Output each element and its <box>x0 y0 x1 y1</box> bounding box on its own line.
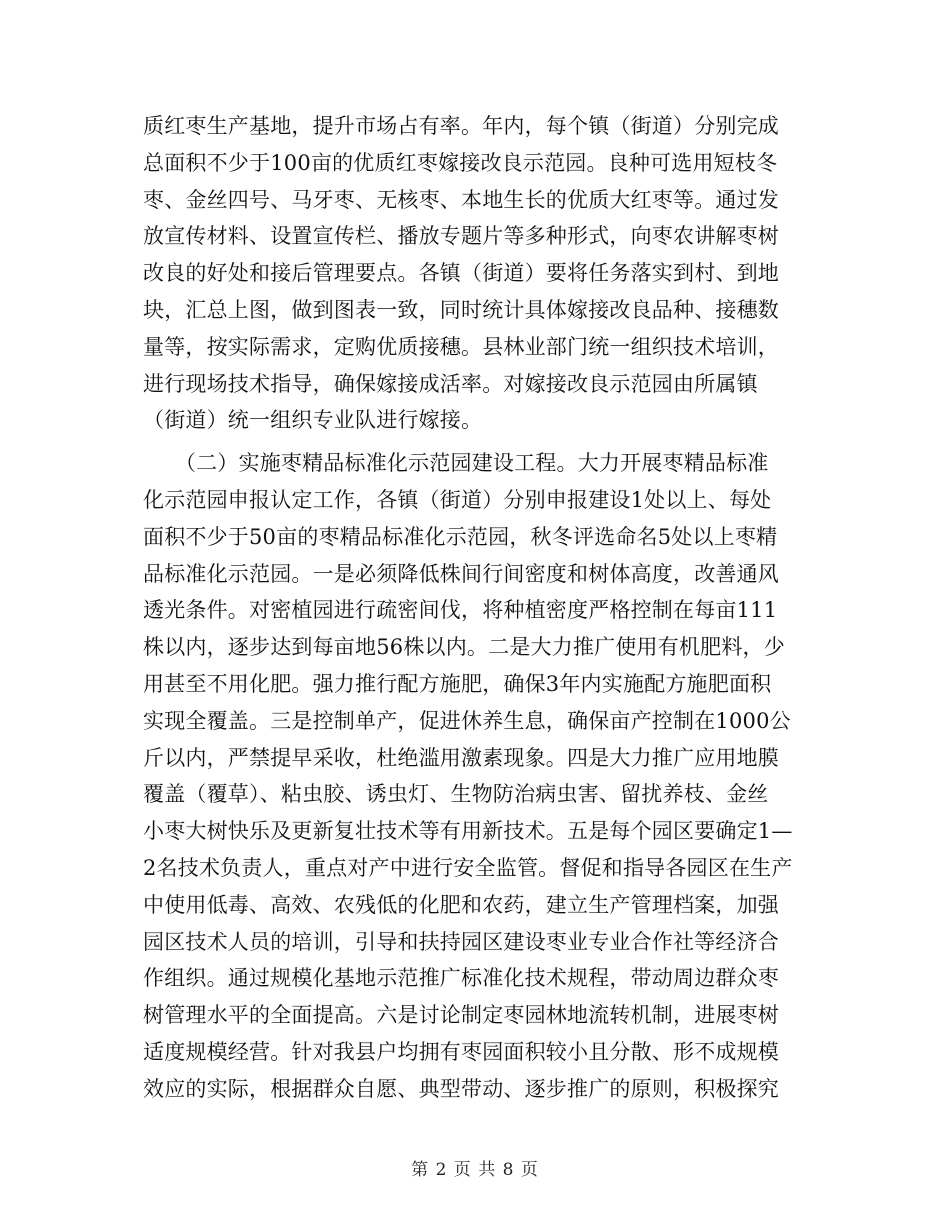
text-line: 品标准化示范园。一是必须降低株间行间密度和树体高度，改善通风 <box>143 561 779 586</box>
text-line: （街道）统一组织专业队进行嫁接。 <box>143 408 483 433</box>
text-line: 作组织。通过规模化基地示范推广标准化技术规程，带动周边群众枣 <box>143 966 779 991</box>
paragraph-1 <box>143 108 803 439</box>
text-line: 株以内，逐步达到每亩地56株以内。二是大力推广使用有机肥料，少 <box>143 635 785 660</box>
text-line: 透光条件。对密植园进行疏密间伐，将种植密度严格控制在每亩111 <box>143 598 778 623</box>
text-line: 总面积不少于100亩的优质红枣嫁接改良示范园。良种可选用短枝冬 <box>143 150 778 175</box>
text-line: （二）实施枣精品标准化示范园建设工程。大力开展枣精品标准 <box>143 451 769 476</box>
text-line: 树管理水平的全面提高。六是讨论制定枣园林地流转机制，进展枣树 <box>143 1003 779 1028</box>
text-line: 小枣大树快乐及更新复壮技术等有用新技术。五是每个园区要确定1— <box>143 819 793 844</box>
text-line: 放宣传材料、设置宣传栏、播放专题片等多种形式，向枣农讲解枣树 <box>143 224 779 249</box>
text-line: 面积不少于50亩的枣精品标准化示范园，秋冬评选命名5处以上枣精 <box>143 524 778 549</box>
page-number: 第 2 页 共 8 页 <box>411 1160 539 1180</box>
text-line: 化示范园申报认定工作，各镇（街道）分别申报建设1处以上、每处 <box>143 487 772 512</box>
text-line: 质红枣生产基地，提升市场占有率。年内，每个镇（街道）分别完成 <box>143 114 779 138</box>
text-line: 效应的实际，根据群众自愿、典型带动、逐步推广的原则，积极探究 <box>143 1076 779 1101</box>
text-line: 适度规模经营。针对我县户均拥有枣园面积较小且分散、形不成规模 <box>143 1039 779 1064</box>
text-line: 块，汇总上图，做到图表一致，同时统计具体嫁接改良品种、接穗数 <box>143 297 779 322</box>
text-line: 2名技术负责人，重点对产中进行安全监管。督促和指导各园区在生产 <box>143 855 793 880</box>
text-line: 园区技术人员的培训，引导和扶持园区建设枣业专业合作社等经济合 <box>143 929 779 954</box>
text-line: 斤以内，严禁提早采收，杜绝滥用激素现象。四是大力推广应用地膜 <box>143 745 779 770</box>
text-line: 进行现场技术指导，确保嫁接成活率。对嫁接改良示范园由所属镇 <box>143 371 758 396</box>
text-line: 枣、金丝四号、马牙枣、无核枣、本地生长的优质大红枣等。通过发 <box>143 187 779 212</box>
text-line: 用甚至不用化肥。强力推行配方施肥，确保3年内实施配方施肥面积 <box>143 671 772 696</box>
paragraph-2 <box>143 445 803 1107</box>
text-line: 改良的好处和接后管理要点。各镇（街道）要将任务落实到村、到地 <box>143 261 779 286</box>
text-line: 覆盖（覆草）、粘虫胶、诱虫灯、生物防治病虫害、留扰养枝、金丝 <box>143 782 769 807</box>
text-line: 中使用低毒、高效、农残低的化肥和农药，建立生产管理档案，加强 <box>143 892 779 917</box>
document-body <box>143 108 803 1108</box>
page-footer <box>0 1155 950 1180</box>
text-line: 实现全覆盖。三是控制单产，促进休养生息，确保亩产控制在1000公 <box>143 708 791 733</box>
text-line: 量等，按实际需求，定购优质接穗。县林业部门统一组织技术培训， <box>143 334 779 359</box>
